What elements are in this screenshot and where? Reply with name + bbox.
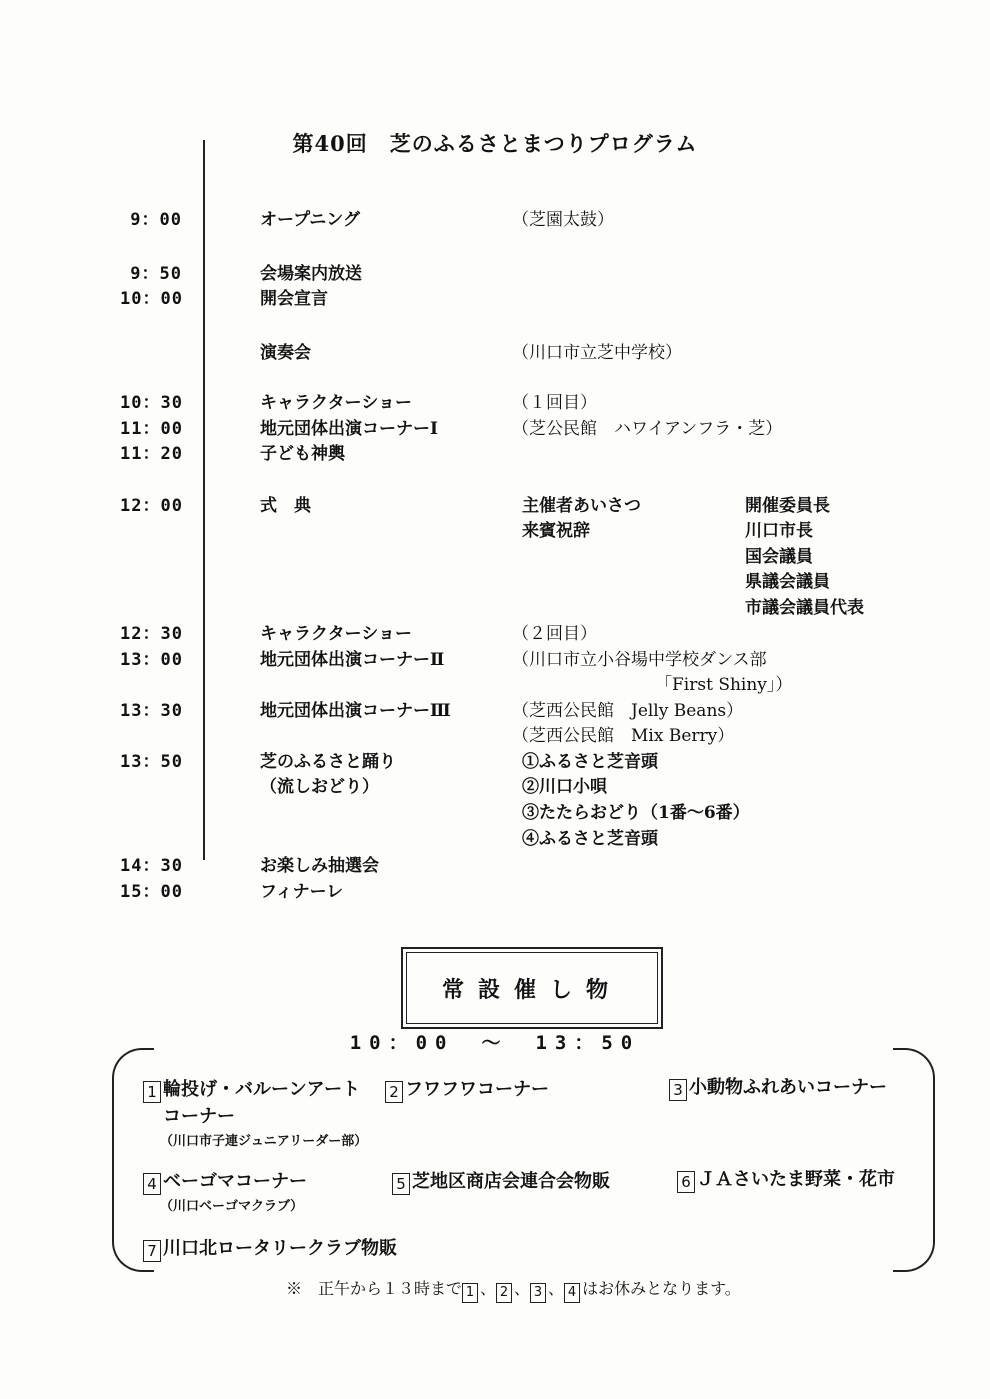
dance-item: ②川口小唄 — [522, 777, 607, 797]
event-title: キャラクターショー — [260, 624, 412, 644]
note-number: 1 — [462, 1283, 478, 1303]
time-label: 9：50 — [130, 264, 182, 284]
item-number: 3 — [669, 1079, 687, 1101]
guest-role: 開催委員長 — [745, 496, 830, 516]
item-sub: （川口ベーゴマクラブ） — [160, 1199, 304, 1214]
item-label-cont: コーナー — [163, 1106, 235, 1127]
time-label: 13：50 — [120, 752, 183, 772]
list-item — [392, 1167, 610, 1195]
item-label: 輪投げ・バルーンアート — [163, 1079, 361, 1100]
event-note: （１回目） — [512, 393, 597, 413]
time-label: 11：20 — [120, 444, 183, 464]
event-title: 演奏会 — [260, 343, 311, 363]
dance-item: ①ふるさと芝音頭 — [522, 752, 658, 772]
list-item — [143, 1234, 397, 1262]
dance-item: ④ふるさと芝音頭 — [522, 829, 658, 849]
item-label: ＪＡさいたま野菜・花市 — [697, 1169, 895, 1190]
item-sub: （川口市子連ジュニアリーダー部） — [160, 1134, 368, 1149]
time-label: 10：30 — [120, 393, 183, 413]
note-sep: 、 — [480, 1279, 497, 1298]
note-prefix: ※ 正午から１３時まで — [286, 1279, 463, 1298]
event-note: （川口市立小谷場中学校ダンス部 — [512, 650, 767, 670]
event-note: （川口市立芝中学校） — [512, 343, 682, 363]
event-title: 式 典 — [260, 496, 311, 516]
list-item — [669, 1073, 887, 1101]
dance-item: ③たたらおどり（1番～6番） — [522, 803, 750, 823]
item-number: 7 — [143, 1240, 161, 1262]
guest-role: 市議会議員代表 — [745, 598, 864, 618]
note-number: 2 — [496, 1283, 512, 1303]
list-item — [677, 1165, 895, 1193]
guest-role: 県議会議員 — [745, 572, 830, 592]
time-label: 11：00 — [120, 419, 183, 439]
list-item — [385, 1075, 549, 1103]
note-number: 3 — [530, 1283, 546, 1303]
time-label: 10：00 — [120, 289, 183, 309]
event-title: フィナーレ — [260, 882, 344, 902]
time-label: 15：00 — [120, 882, 183, 902]
page-title: 第40回 芝のふるさとまつりプログラム — [292, 131, 698, 156]
item-label: 芝地区商店会連合会物販 — [412, 1171, 610, 1192]
item-number: 5 — [392, 1173, 410, 1195]
item-label: 小動物ふれあいコーナー — [689, 1077, 887, 1098]
event-title: （流しおどり） — [260, 777, 379, 797]
time-label: 12：30 — [120, 624, 183, 644]
guest-role: 国会議員 — [745, 547, 813, 567]
event-title: 開会宣言 — [260, 289, 328, 309]
permanent-heading-box — [401, 947, 663, 1029]
time-label: 12：00 — [120, 496, 183, 516]
item-number: 4 — [143, 1173, 161, 1195]
timeline-divider — [203, 140, 205, 860]
event-title: キャラクターショー — [260, 393, 412, 413]
note-sep: 、 — [514, 1279, 531, 1298]
event-note: （芝西公民館 Mix Berry） — [512, 726, 735, 746]
event-note: （２回目） — [512, 624, 597, 644]
permanent-heading: 常設催し物 — [441, 976, 622, 1003]
ceremony-item: 主催者あいさつ — [522, 496, 641, 516]
right-bracket — [893, 1048, 935, 1272]
event-note: （芝公民館 ハワイアンフラ・芝） — [512, 419, 783, 439]
item-label: フワフワコーナー — [405, 1079, 549, 1100]
event-note: （芝西公民館 Jelly Beans） — [512, 701, 744, 721]
event-title: 地元団体出演コーナーⅢ — [260, 701, 451, 721]
event-title: オープニング — [260, 210, 360, 230]
guest-role: 川口市長 — [745, 521, 813, 541]
ceremony-item: 来賓祝辞 — [522, 521, 590, 541]
event-note: 「First Shiny」） — [655, 675, 793, 695]
item-number: 2 — [385, 1081, 403, 1103]
event-title: 芝のふるさと踊り — [260, 752, 396, 772]
note-suffix: はお休みとなります。 — [582, 1279, 741, 1298]
closing-note — [286, 1276, 741, 1303]
item-label: ベーゴマコーナー — [163, 1171, 307, 1192]
list-item — [143, 1075, 360, 1103]
time-label: 13：30 — [120, 701, 183, 721]
event-note: （芝園太鼓） — [512, 210, 614, 230]
time-label: 14：30 — [120, 856, 183, 876]
time-label: 13：00 — [120, 650, 183, 670]
item-number: 1 — [143, 1081, 161, 1103]
list-item — [143, 1167, 307, 1195]
permanent-time: 10：00 ～ 13：50 — [349, 1032, 641, 1054]
event-title: 子ども神輿 — [260, 444, 345, 464]
item-number: 6 — [677, 1171, 695, 1193]
note-sep: 、 — [548, 1279, 565, 1298]
event-title: お楽しみ抽選会 — [260, 856, 379, 876]
event-title: 会場案内放送 — [260, 264, 362, 284]
item-label: 川口北ロータリークラブ物販 — [163, 1238, 397, 1259]
note-number: 4 — [564, 1283, 580, 1303]
event-title: 地元団体出演コーナーⅡ — [260, 650, 445, 670]
event-title: 地元団体出演コーナーⅠ — [260, 419, 438, 439]
time-label: 9：00 — [130, 210, 182, 230]
